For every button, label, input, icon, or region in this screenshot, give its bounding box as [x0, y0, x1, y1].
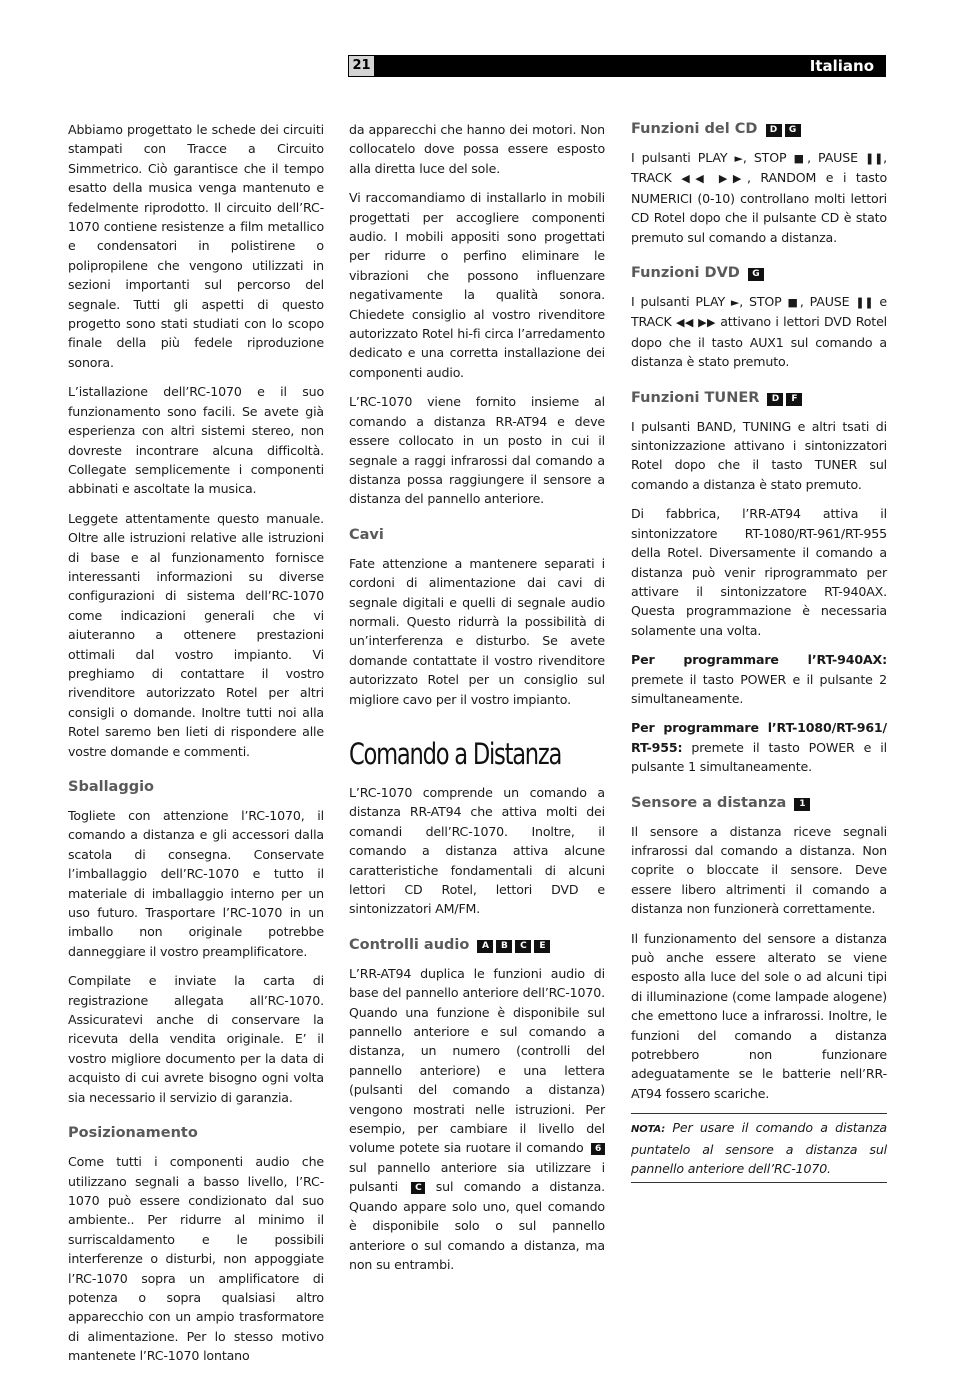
badge: D	[767, 393, 783, 406]
text-run: , STOP	[739, 294, 788, 310]
text-run: premete il tasto POWER e il pulsante 1 simultaneamente.	[631, 739, 887, 775]
paragraph: Di fabbrica, l’RR-AT94 attiva il sintonizzatore RT-1080/RT-961/RT-955 della Rotel. Diversamente il comando a distanza può venir riprogrammato per attivare il sintonizzatore RT-940AX. Questa programmazione è necessaria solamente una volta.	[631, 506, 887, 638]
badge: A	[477, 940, 493, 953]
text-run: sul comando a distanza. Quando appare solo uno, quel comando è disponibile solo o sul pannello anteriore o sul comando a distanza, ma non su entrambi.	[349, 1179, 605, 1272]
text-run: L’RR-AT94 duplica le funzioni audio di base del pannello anteriore dell’RC-1070. Quando una funzione è disponibile sul pannello anteriore e sul comando a distanza, un numero (controlli del pannello anteriore) e una lettera (pulsanti del comando a distanza) vengono mostrati nelle istruzioni. Per esempio, per cambiare il livello del volume potete sia ruotare il comando	[349, 965, 605, 1156]
pause-icon: ❚❚	[865, 152, 884, 165]
note-box	[631, 1113, 887, 1183]
badge: 1	[794, 798, 810, 811]
paragraph: Abbiamo progettato le schede dei circuiti stampati con Tracce a Circuito Simmetrico. Ciò garantisce che il tempo esatto della musica venga mantenuto e fedelmente riprodotto. Il circuito dell’RC-1070 contiene resistenze a film metallico e condensatori in polistirene o polipropilene che vengono utilizzati in sezioni importanti sul percorso del segnale. Tutti gli aspetti di questo progetto sono stati studiati con lo scopo finale della più fedele riproduzione sonora.	[68, 122, 324, 370]
paragraph: Compilate e inviate la carta di registrazione allegata all’RC-1070. Assicuratevi anche di conservare la ricevuta della vendita originale. E’ il vostro migliore documento per la data di acquisto di cui avrete bisogno ogni volta sia necessario il servizio di garanzia.	[68, 973, 324, 1105]
heading-funzioni-tuner	[631, 389, 887, 408]
badge: G	[785, 124, 801, 137]
bold-lead: Per programmare l’RT-940AX:	[631, 652, 887, 668]
text-run: , PAUSE	[807, 150, 865, 165]
text-run: , PAUSE	[799, 294, 856, 310]
next-track-icon: ▶▶	[698, 316, 716, 330]
paragraph	[349, 964, 605, 1275]
badge: F	[786, 393, 802, 406]
paragraph: Come tutti i componenti audio che utilizzano segnali a basso livello, l’RC-1070 può essere condizionato dal suo ambiente.. Per ridurre al minimo il surriscaldamento e le possibili interferenze o disturbi, non appoggiate l’RC-1070 sopra un amplificatore di potenza o sopra qualsiasi altro apparecchio con un ampio trasformatore di alimentazione. Per lo stesso motivo mantenete l’RC-1070 lontano	[68, 1154, 324, 1364]
note-text: Per usare il comando a distanza puntatelo al sensore a distanza sul pannello anteriore dell’RC-1070.	[631, 1120, 887, 1177]
heading-funzioni-cd	[631, 120, 887, 139]
paragraph: da apparecchi che hanno dei motori. Non collocatelo dove possa essere esposto alla diretta luce del sole.	[349, 122, 605, 176]
column-3	[631, 120, 887, 1183]
text-run: , RANDOM e i tasto NUMERICI (0-10) controllano molti lettori CD Rotel dopo che il pulsante CD è stato premuto sul comando a distanza.	[631, 170, 888, 245]
note-label: NOTA:	[631, 1124, 666, 1136]
text-run: e TRACK	[631, 294, 887, 330]
paragraph	[631, 650, 887, 708]
header-bar	[348, 55, 886, 77]
heading-sballaggio: Sballaggio	[68, 779, 155, 795]
badge: C	[411, 1182, 425, 1194]
previous-track-icon: ◀◀	[681, 172, 710, 186]
paragraph: Il sensore a distanza riceve segnali infrarossi dal comando a distanza. Non coprite o bloccate il sensore. Deve essere libero altrimenti il comando a distanza non funzionerà correttamente.	[631, 823, 887, 917]
heading-text: Funzioni del CD	[631, 121, 758, 137]
paragraph: Leggete attentamente questo manuale. Oltre alle istruzioni relative alle istruzioni di base e al funzionamento fornisce interessanti informazioni su diverse configurazioni di sistema dell’RC-1070 come indicazioni generali che vi aiuteranno a ottenere prestazioni ottimali dal vostro impianto. Vi preghiamo di contattare il vostro rivenditore autorizzato Rotel per altri consigli o domande. Inoltre tutti noi alla Rotel saremo ben lieti di rispondere alle vostre domande e commenti.	[68, 510, 324, 759]
heading-cavi: Cavi	[349, 526, 384, 543]
badge: 6	[591, 1143, 605, 1155]
badge: G	[748, 268, 764, 281]
heading-posizionamento: Posizionamento	[68, 1125, 198, 1142]
column-1	[68, 120, 324, 1376]
text-run: , TRACK	[631, 150, 887, 186]
heading-sensore	[631, 794, 887, 813]
heading-text: Funzioni TUNER	[631, 389, 760, 406]
language-label: Italiano	[809, 57, 874, 75]
heading-text: Sensore a distanza	[631, 794, 787, 811]
badge: B	[496, 940, 512, 953]
heading-funzioni-dvd	[631, 264, 887, 283]
paragraph: L’RC-1070 viene fornito insieme al comando a distanza RR-AT94 e deve essere collocato in un posto in cui il segnale a raggi infrarossi dal comando a distanza possa raggiungere il sensore a distanza del pannello anteriore.	[349, 394, 605, 507]
paragraph	[631, 718, 887, 776]
paragraph	[631, 148, 887, 247]
bold-lead: Per programmare l’RT-1080/RT-961/ RT-955:	[631, 720, 887, 755]
paragraph: Vi raccomandiamo di installarlo in mobili progettati per accogliere componenti audio. I mobili appositi sono progettati per ridurre o perfino eliminare le vibrazioni che possono influenzare negativamente la qualità sonora. Chiedete consiglio al vostro rivenditore autorizzato Rotel hi-fi circa l’arredamento dedicato e una corretta installazione dei componenti audio.	[349, 190, 605, 380]
heading-controlli-audio	[349, 936, 605, 955]
next-track-icon: ▶▶	[718, 172, 747, 186]
badge: C	[515, 940, 531, 953]
text-run: premete il tasto POWER e il pulsante 2 simultaneamente.	[631, 671, 887, 706]
text-run: attivano i lettori DVD Rotel dopo che il tasto AUX1 sul comando a distanza è stato premuto.	[631, 314, 888, 370]
text-run: I pulsanti PLAY	[631, 294, 731, 310]
heading-text: Controlli audio	[349, 936, 470, 953]
text-run: , STOP	[742, 150, 794, 165]
paragraph: L’istallazione dell’RC-1070 e il suo funzionamento sono facili. Se avete già esperienza con altri sistemi stereo, non dovreste incontrare alcuna difficoltà. Collegate semplicemente i componenti abbinati e ascoltate la musica.	[68, 384, 324, 497]
paragraph: L’RC-1070 comprende un comando a distanza RR-AT94 che attiva molti dei comandi dell’RC-1070. Inoltre, il comando a distanza attiva alcune caratteristiche fondamentali di alcuni lettori CD Rotel, lettori DVD e sintonizzatori AM/FM.	[349, 784, 605, 917]
stop-icon: ■	[787, 296, 800, 310]
column-2	[349, 120, 605, 1284]
badge: E	[534, 940, 550, 953]
badge: D	[766, 124, 782, 137]
section-title: Comando a Distanza	[349, 736, 562, 771]
note	[631, 1118, 887, 1178]
play-icon: ►	[734, 152, 743, 165]
previous-track-icon: ◀◀	[676, 316, 694, 330]
page-number: 21	[349, 56, 374, 76]
pause-icon: ❚❚	[855, 296, 874, 310]
heading-text: Funzioni DVD	[631, 265, 740, 282]
play-icon: ►	[730, 296, 740, 310]
stop-icon: ■	[793, 152, 808, 165]
paragraph: Fate attenzione a mantenere separati i cordoni di alimentazione dai cavi di segnale digitali e quelli di segnale audio normali. Questo ridurrà la possibilità di un’interferenza e disturbo. Se avete domande contattate il vostro rivenditore autorizzato Rotel per un consiglio sul migliore cavo per il vostro impianto.	[349, 555, 605, 707]
paragraph	[631, 292, 887, 372]
paragraph: Togliete con attenzione l’RC-1070, il comando a distanza e gli accessori dalla scatola di consegna. Conservate l’imballaggio dell’RC-1070 e tutto il materiale di imballaggio interno per un uso futuro. Trasportare l’RC-1070 in un imballo non originale potrebbe danneggiare il vostro preamplificatore.	[68, 808, 324, 959]
paragraph: I pulsanti BAND, TUNING e altri tsati di sintonizzazione attivano i sintonizzatori Rotel dopo che il tasto TUNER sul comando a distanza è stato premuto.	[631, 418, 887, 492]
text-run: I pulsanti PLAY	[631, 150, 735, 165]
text-run: sul pannello anteriore sia utilizzare i pulsanti	[349, 1159, 605, 1195]
paragraph: Il funzionamento del sensore a distanza può anche essere alterato se viene esposto alla luce del sole o ad alcuni tipi di illuminazione (come lampade alogene) che emettono luce a infrarossi. Inoltre, le funzioni del comando a distanza potrebbero non funzionare adeguatamente se le batterie nell’RR-AT94 fossero scariche.	[631, 930, 887, 1101]
